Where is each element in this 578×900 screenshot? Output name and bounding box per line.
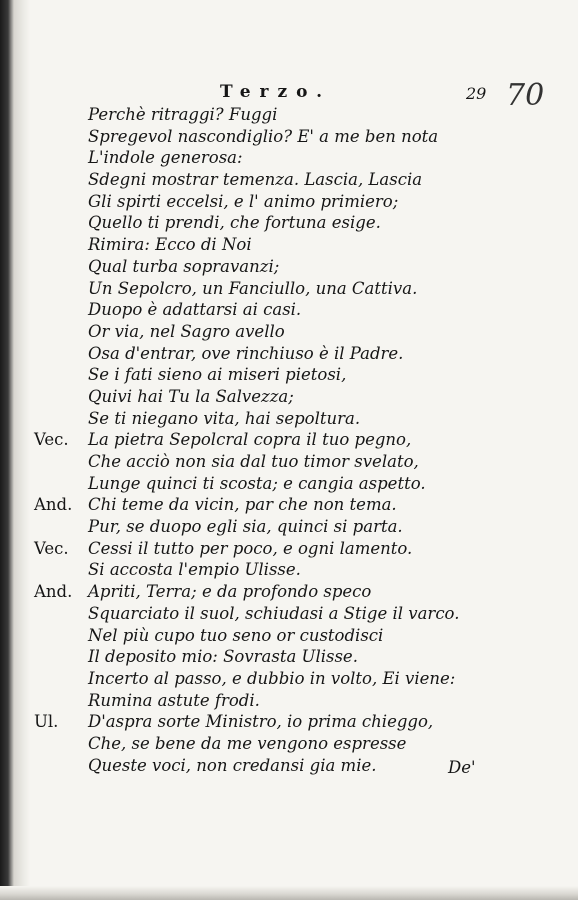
- running-title: Terzo.: [220, 82, 332, 102]
- verse-line: [30, 625, 578, 647]
- verse-text: Queste voci, non credansi gia mie.: [88, 755, 377, 775]
- verse-text: Spregevol nascondiglio? E' a me ben nota: [88, 126, 439, 146]
- verse-line: [30, 256, 578, 278]
- verse-text: Qual turba sopravanzi;: [88, 256, 280, 276]
- verse-text: Il deposito mio: Sovrasta Ulisse.: [88, 647, 358, 667]
- verse-line: [30, 603, 578, 625]
- verse-line: [30, 104, 578, 126]
- verse-text: Quivi hai Tu la Salvezza;: [88, 386, 294, 406]
- verse-line: [30, 711, 578, 733]
- verse-text-block: [30, 104, 578, 776]
- verse-line: [30, 690, 578, 712]
- verse-text: Or via, nel Sagro avello: [88, 321, 285, 341]
- handwritten-folio-number: 70: [506, 78, 545, 113]
- verse-text: Rumina astute frodi.: [88, 690, 260, 710]
- verse-line: [30, 581, 578, 603]
- verse-text: Gli spirti eccelsi, e l' animo primiero;: [88, 191, 399, 211]
- verse-text: Apriti, Terra; e da profondo speco: [88, 582, 372, 602]
- verse-text: Incerto al passo, e dubbio in volto, Ei viene:: [88, 668, 456, 688]
- verse-line: [30, 386, 578, 408]
- verse-line: [30, 364, 578, 386]
- verse-line: [30, 169, 578, 191]
- verse-text: Squarciato il suol, schiudasi a Stige il varco.: [88, 603, 460, 623]
- verse-line: [30, 646, 578, 668]
- page-gutter-shadow: [0, 0, 30, 900]
- speaker-name: Ul.: [34, 712, 59, 732]
- verse-text: Osa d'entrar, ove rinchiuso è il Padre.: [88, 343, 404, 363]
- page-bottom-edge: [0, 886, 578, 900]
- verse-text: Se ti niegano vita, hai sepoltura.: [88, 408, 361, 428]
- verse-text: Duopo è adattarsi ai casi.: [88, 300, 302, 320]
- verse-line: [30, 278, 578, 300]
- verse-line: [30, 147, 578, 169]
- verse-text: Si accosta l'empio Ulisse.: [88, 560, 301, 580]
- verse-line: [30, 755, 578, 777]
- verse-line: [30, 408, 578, 430]
- verse-line: [30, 559, 578, 581]
- verse-text: Se i fati sieno ai miseri pietosi,: [88, 365, 347, 385]
- verse-text: Un Sepolcro, un Fanciullo, una Cattiva.: [88, 278, 418, 298]
- verse-text: Che acciò non sia dal tuo timor svelato,: [88, 452, 419, 471]
- verse-text: Quello ti prendi, che fortuna esige.: [88, 213, 381, 233]
- verse-line: [30, 451, 578, 473]
- verse-text: Rimira: Ecco di Noi: [88, 235, 252, 255]
- speaker-name: And.: [34, 495, 73, 515]
- verse-text: La pietra Sepolcral copra il tuo pegno,: [88, 430, 412, 450]
- verse-line: [30, 234, 578, 256]
- verse-text: Perchè ritraggi? Fuggi: [88, 105, 278, 124]
- verse-line: [30, 343, 578, 365]
- verse-line: [30, 668, 578, 690]
- verse-text: Pur, se duopo egli sia, quinci si parta.: [88, 517, 403, 537]
- page-number: 29: [466, 84, 487, 103]
- verse-text: Lunge quinci ti scosta; e cangia aspetto.: [88, 473, 426, 493]
- verse-text: Sdegni mostrar temenza. Lascia, Lascia: [88, 170, 423, 190]
- speaker-name: Vec.: [34, 538, 69, 558]
- verse-line: [30, 516, 578, 538]
- verse-text: D'aspra sorte Ministro, io prima chieggo,: [88, 712, 434, 732]
- verse-text: L'indole generosa:: [88, 148, 243, 168]
- verse-line: [30, 126, 578, 148]
- verse-text: Nel più cupo tuo seno or custodisci: [88, 625, 384, 645]
- verse-text: Che, se bene da me vengono espresse: [88, 733, 407, 753]
- book-page: [30, 0, 578, 900]
- verse-line: [30, 494, 578, 516]
- verse-line: [30, 473, 578, 495]
- verse-text: Chi teme da vicin, par che non tema.: [88, 495, 397, 515]
- verse-line: [30, 191, 578, 213]
- speaker-name: Vec.: [34, 430, 69, 450]
- verse-line: [30, 429, 578, 451]
- verse-line: [30, 733, 578, 755]
- verse-line: [30, 321, 578, 343]
- verse-line: [30, 299, 578, 321]
- speaker-name: And.: [34, 582, 73, 602]
- catchword: De': [448, 758, 476, 777]
- verse-line: [30, 538, 578, 560]
- verse-line: [30, 212, 578, 234]
- verse-text: Cessi il tutto per poco, e ogni lamento.: [88, 538, 413, 558]
